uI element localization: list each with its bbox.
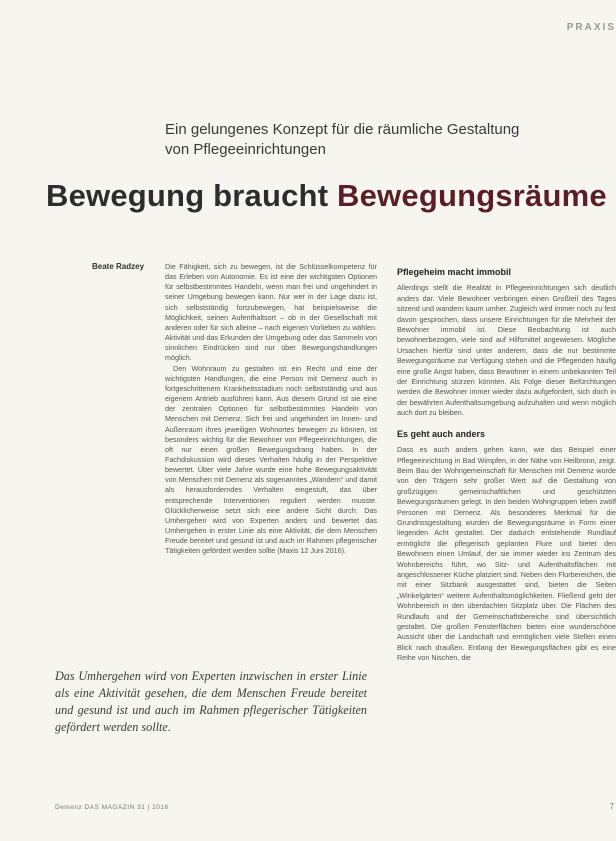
article-subtitle: Ein gelungenes Konzept für die räumliche Gestaltung von Pflegeeinrichtungen [165,121,520,158]
paragraph: Dass es auch anders gehen kann, wie das Beispiel einer Pflegeeinrichtung in Bad Wimpfen, in der Nähe von Heilbronn, zeigt. Beim Bau der Wohngemeinschaft für Menschen mit Demenz wurde von den Trägern sehr großer Wert auf die Gestaltung von großzügigen gemeinschaftlichen und geschützten Bewegungsräumen gelegt. In den beiden Wohngruppen leben zwölf Personen mit Demenz. Als besonderes Merkmal für die Grundrissgestaltung wurden die Bewegungsräume in Form einer liegenden Acht gestaltet. Der dadurch entstehende Rundlauf ermöglicht die pflegerisch geplanten Flure und bietet den Bewohnern einen Umlauf, der sie immer wieder ins Zentrum des Wohnbereichs führt, wo Sitz- und Aufenthaltsflächen mit angeschlossener Küche platziert sind. Neben den Flurbereichen, die mit einer Sitzbank ausgestattet sind, bieten die Seiten „Winkelgärten“ weitere Aufenthaltsmöglichkeiten. Fließend geht der Wohnbereich in den überdachten Sitzplatz über. Die Flächen des Rundlaufs und der Gemeinschaftsbereiche sind übersichtlich gestaltet. Die großen Fensterflächen bieten eine wunderschöne Aussicht über die Landschaft und ermöglichen viele Stellen einen Blick nach draußen. Entlang der Bewegungsflächen gibt es eine Reihe von Nischen, die [397,445,616,663]
headline-part-1: Bewegung braucht [46,178,338,213]
section-label: PRAXIS [566,22,616,33]
section-heading: Pflegeheim macht immobil [397,267,512,277]
paragraph: Den Wohnraum zu gestalten ist ein Recht und eine der wichtigsten Handlungen, die eine Person mit Demenz auch in fortgeschrittenem Krankheitsstadium noch selbstständig und aus eigenem Antrieb ausführen kann. Aus diesem Grund ist sie eine der zentralen Optionen für selbstbestimmtes Handeln von Menschen mit Demenz. Sich frei und ungehindert im Innen- und Außenraum ihres jeweiligen Wohnortes bewegen zu können, ist besonders wichtig für die Bewohner von Pflegeeinrichtungen, die oft nur einen großen Bewegungsdrang haben. In der Fachdiskussion wird dieses Verhalten häufig in der Perspektive bewertet. Über viele Jahre wurde eine hohe Bewegungsaktivität von Menschen mit Demenz als sogenanntes „Wandern“ und damit als herausforderndes Verhalten eingestuft, das über entsprechende Interventionen reguliert werden musste. Glücklicherweise setzt sich eine andere Sicht durch: Das Umhergehen wird von Experten anders und bewertet das Umhergehen in erster Linie als eine Aktivität, die dem Menschen Freude bereitet und gesund ist und auch im Rahmen pflegerischer Tätigkeiten gefördert werden sollte (Maxis 12 Juni 2016). [165,363,377,556]
page-number: 7 [609,802,614,811]
body-column-1 [165,262,377,557]
pull-quote: Das Umhergehen wird von Experten inzwischen in erster Linie als eine Aktivität gesehen, die dem Menschen Freude bereitet und gesund ist und auch im Rahmen pflegerischer Tätigkeiten gefördert werden sollte. [55,669,367,734]
article-headline [46,178,616,214]
section-heading: Es geht auch anders [397,428,486,439]
paragraph: Allerdings stellt die Realität in Pflegeeinrichtungen sich deutlich anders dar. Viele Bewohner verbringen einen Großteil des Tages sitzend und wandern kaum umher. Zugleich wird immer noch zu fest davon gesprochen, dass unsere Einrichtungen für die Mehrheit der Bewohner immobil ist. Diese Beobachtung ist auch bewohnerbezogen, viele sind auf Hilfsmittel angewiesen. Mögliche Ursachen hierfür sind unter anderem, dass die nur bestimmte Bewegungsräume zur Verfügung stehen und die Pflegenden häufig eine große Angst haben, dass Bewohner in einem unbekannten Teil der Einrichtung stürzen könnten. Als Folge dieser Befürchtungen werden die Bewohner immer wieder dazu aufgefordert, sich doch in der bewährten Aufenthaltsumgebung aufzuhalten und wenn möglich auch dort zu bleiben. [397,283,616,418]
author-name: Beate Radzey [92,262,145,271]
magazine-footer: Demenz DAS MAGAZIN 31 | 2016 [55,804,169,811]
body-column-2 [397,267,616,674]
headline-part-2: Bewegungsräume [337,178,607,213]
paragraph: Die Fähigkeit, sich zu bewegen, ist die Schlüsselkompetenz für das Erleben von Autonomie. Es ist eine der wichtigsten Optionen für selbstbestimmtes Handeln, wenn man frei und ungehindert in seiner Umgebung bewegen kann. Nur wer in der Lage dazu ist, sich selbstständig fortzubewegen, hat beispielsweise die Möglichkeit, seinen Aufenthaltsort – ob in der Gesellschaft mit anderen oder für sich alleine – nach eigenen Vorlieben zu wählen. Aktivität und das Erkunden der Umgebung oder das Sammeln von sinnlichen Eindrücken sind nur über Bewegungshandlungen möglich. [165,262,377,363]
